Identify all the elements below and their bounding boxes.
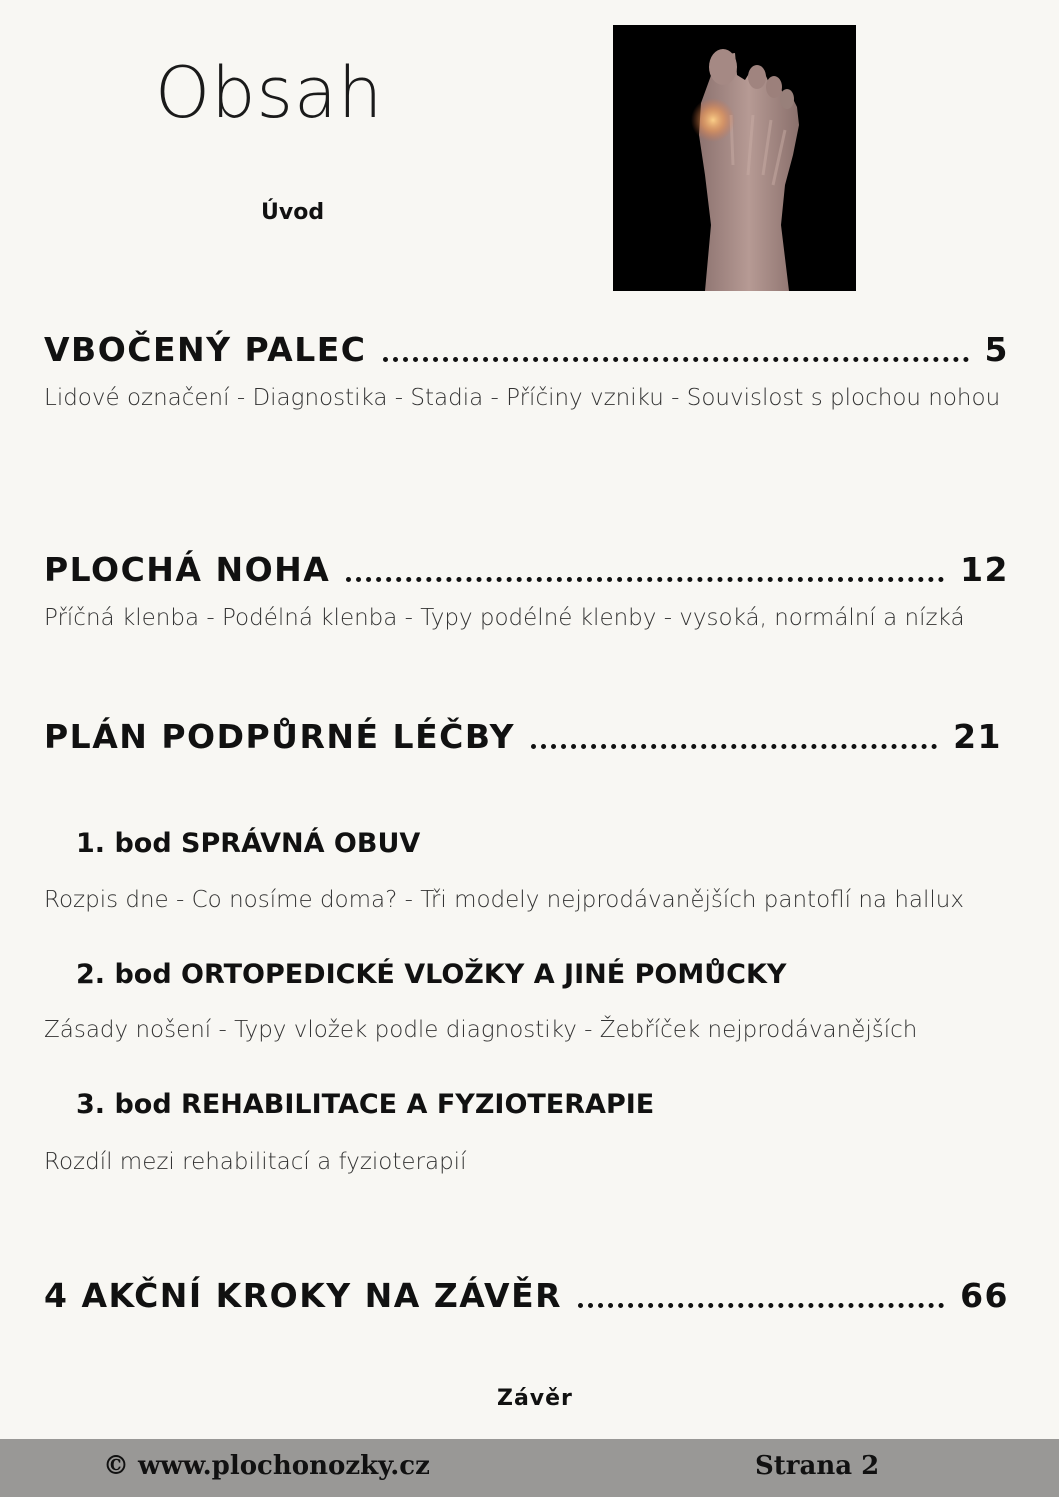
dot-leader — [531, 714, 937, 758]
section-heading: 4 AKČNÍ KROKY NA ZÁVĚR — [44, 1275, 563, 1315]
foot-illustration-icon — [613, 25, 856, 291]
page-number: 5 — [984, 329, 1009, 369]
section-heading: VBOČENÝ PALEC — [44, 329, 367, 369]
footer-page-label: Strana 2 — [755, 1451, 880, 1481]
dot-leader — [578, 1273, 944, 1317]
page-number: 21 — [953, 716, 1002, 756]
outro-heading: Závěr — [497, 1386, 573, 1411]
point-heading: 1. bod SPRÁVNÁ OBUV — [76, 828, 421, 859]
dot-leader — [346, 547, 944, 591]
page-title: Obsah — [155, 52, 384, 134]
point-subtitle: Rozdíl mezi rehabilitací a fyzioterapií — [44, 1149, 467, 1175]
page-number: 66 — [960, 1275, 1009, 1315]
section-subtitle: Příčná klenba - Podélná klenba - Typy podélné klenby - vysoká, normální a nízká — [44, 605, 965, 631]
page-number: 12 — [960, 549, 1009, 589]
section-subtitle: Lidové označení - Diagnostika - Stadia - Příčiny vzniku - Souvislost s plochou nohou — [44, 385, 1001, 411]
point-heading: 3. bod REHABILITACE A FYZIOTERAPIE — [76, 1089, 655, 1120]
footer-copyright: © www.plochonozky.cz — [103, 1451, 430, 1481]
point-subtitle: Zásady nošení - Typy vložek podle diagnostiky - Žebříček nejprodávanějších — [44, 1017, 918, 1043]
toc-row-plocha-noha[interactable] — [44, 547, 1009, 591]
section-heading: PLOCHÁ NOHA — [44, 549, 331, 589]
intro-heading: Úvod — [261, 200, 325, 225]
toc-row-vboceny-palec[interactable] — [44, 327, 1009, 371]
toc-row-akcni-kroky[interactable] — [44, 1273, 1009, 1317]
toc-row-plan-podpurne-lecby[interactable] — [44, 714, 1002, 758]
dot-leader — [383, 327, 969, 371]
point-subtitle: Rozpis dne - Co nosíme doma? - Tři modely nejprodávanějších pantoflí na hallux — [44, 887, 964, 913]
page-footer — [0, 1439, 1059, 1497]
section-heading: PLÁN PODPŮRNÉ LÉČBY — [44, 716, 516, 756]
point-heading: 2. bod ORTOPEDICKÉ VLOŽKY A JINÉ POMŮCKY — [76, 959, 787, 990]
foot-photo — [613, 25, 856, 291]
